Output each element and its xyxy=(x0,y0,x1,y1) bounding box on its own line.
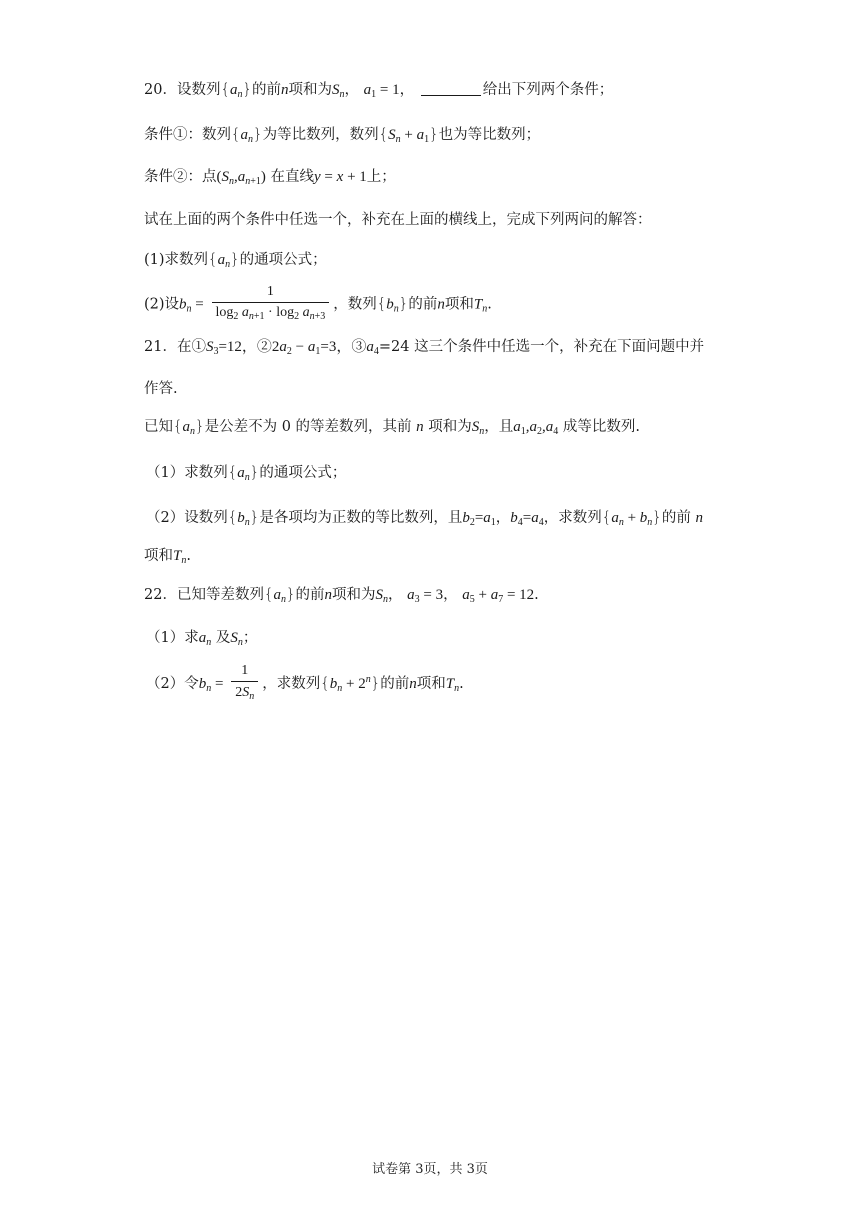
q21-stem-cont: 作答. xyxy=(144,381,178,397)
page-footer: 试卷第 3页，共 3页 xyxy=(372,1162,488,1177)
q22-part-1: （1）求$a_n$ 及$S_n$； xyxy=(146,630,258,648)
q20-number: 20． xyxy=(144,82,177,98)
q21-number: 21． xyxy=(144,339,177,355)
q21-part-2-cont: 项和$T_n$. xyxy=(144,548,191,566)
q22-part-2: （2）令$b_n$ = $\frac{1}{2S_n}$ ，求数列$\{b_n + 2^n\}$的前n项和$T_n$. xyxy=(146,662,464,707)
q21-part-2: （2）设数列$\{b_n\}$是各项均为正数的等比数列，且$b_2=a_1$，$b_4=a_4$，求数列$\{a_n + b_n\}$的前 n xyxy=(146,508,703,528)
fraction: $\frac{1}{2S_n}$ xyxy=(231,663,258,706)
q20-part-2: (2)设$b_n$ = $\frac{1}{\log_2 a_{n+1} \cdot \log_2 a_{n+3}}$ ，数列$\{b_n\}$的前n项和$T_n$. xyxy=(144,284,492,326)
q21-part-1: （1）求数列$\{a_n\}$的通项公式； xyxy=(146,463,347,483)
q20-condition-2: 条件②：点$(S_n,a_{n+1})$ 在直线y = x + 1上； xyxy=(144,169,396,187)
q20-part-1: (1)求数列$\{a_n\}$的通项公式； xyxy=(144,250,327,270)
q21-given: 已知$\{a_n\}$是公差不为 0 的等差数列，其前 n 项和为$S_n$，且$a_1,a_2,a_4$ 成等比数列. xyxy=(144,417,640,437)
q20-condition-1: 条件①：数列$\{a_n\}$为等比数列，数列$\{S_n + a_1\}$也为等比数列； xyxy=(144,125,541,145)
q21-stem: 21．在$①S_3=12$，$②2a_2 - a_1=3$，$③a_4=24$ 这三个条件中任选一个，补充在下面问题中并 xyxy=(144,339,705,357)
q20-stem: 20．设数列$\{a_n\}$的前n项和为$S_n$， $a_1 = 1$， 给出下列两个条件； xyxy=(144,80,614,100)
q20-instruction: 试在上面的两个条件中任选一个，补充在上面的横线上，完成下列两问的解答： xyxy=(144,212,652,228)
fraction: $\frac{1}{\log_2 a_{n+1} \cdot \log_2 a_{n+3}}$ xyxy=(212,284,330,325)
q22-number: 22． xyxy=(144,587,177,603)
fill-blank xyxy=(421,81,481,96)
q22-stem: 22．已知等差数列$\{a_n\}$的前n项和为$S_n$， $a_3 = 3$， $a_5 + a_7 = 12$. xyxy=(144,585,539,605)
